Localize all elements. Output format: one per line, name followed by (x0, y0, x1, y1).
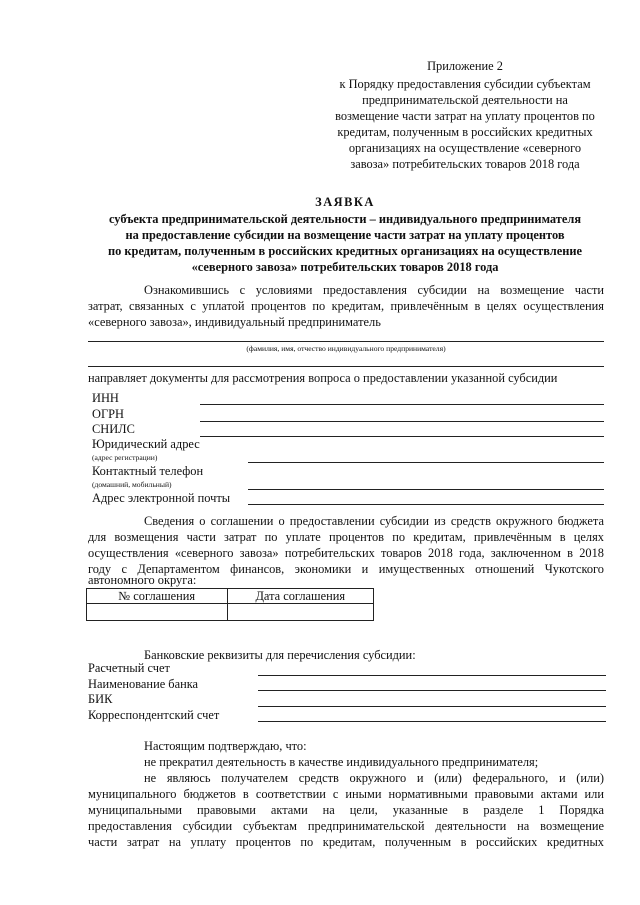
agreement-date-cell[interactable] (227, 604, 373, 621)
agreement-table (86, 588, 374, 621)
agreement-line-3: осуществления «северного завоза» потребительских товаров 2018 года, заключенном в 2018 (88, 546, 604, 560)
ogrn-field[interactable] (200, 421, 604, 422)
phone-hint: (домашний, мобильный) (92, 480, 172, 489)
bank-name-field[interactable] (258, 690, 606, 691)
annex-line-2: к Порядку предоставления субсидии субъектам (339, 77, 591, 91)
col-agreement-number: № соглашения (87, 589, 228, 604)
annex-line-5: кредитам, полученным в российских кредитных (337, 125, 593, 139)
separator-line (88, 366, 604, 367)
applicant-name-line[interactable] (88, 341, 604, 342)
agreement-table-header (87, 589, 374, 604)
confirm-item-2-line-1: не являюсь получателем средств окружного и (или) федерального, и (или) (144, 771, 604, 785)
ogrn-label: ОГРН (92, 407, 124, 421)
document-title: ЗАЯВКА (315, 195, 375, 209)
legal-address-field[interactable] (248, 462, 604, 463)
bank-name-label: Наименование банка (88, 677, 199, 691)
agreement-table-row (87, 604, 374, 621)
confirm-item-2-line-2: муниципального бюджетов в соответствии с иными нормативными правовыми актами или (88, 787, 604, 801)
agreement-line-1: Сведения о соглашении о предоставлении субсидии из средств окружного бюджета (144, 514, 604, 528)
corr-account-field[interactable] (258, 721, 606, 722)
inn-label: ИНН (92, 391, 119, 405)
inn-field[interactable] (200, 404, 604, 405)
agreement-line-5: автономного округа: (88, 573, 197, 587)
annex-line-1: Приложение 2 (427, 59, 503, 73)
agreement-line-2: для возмещения части затрат по уплате процентов по кредитам, привлечённым в целях (88, 530, 604, 544)
col-agreement-date: Дата соглашения (227, 589, 373, 604)
confirm-item-1: не прекратил деятельность в качестве индивидуального предпринимателя; (144, 755, 539, 769)
agreement-number-cell[interactable] (87, 604, 228, 621)
annex-line-6: организациях на осуществление «северного (348, 141, 582, 155)
annex-line-7: завоза» потребительских товаров 2018 года (350, 157, 580, 171)
intro-line-2: затрат, связанных с уплатой процентов по кредитам, привлечённым в целях осуществления (88, 299, 604, 313)
bik-field[interactable] (258, 706, 606, 707)
snils-field[interactable] (200, 436, 604, 437)
document-subtitle-line-3: по кредитам, полученным в российских кредитных организациях на осуществление (107, 244, 582, 258)
email-field[interactable] (248, 504, 604, 505)
account-label: Расчетный счет (88, 661, 170, 675)
document-subtitle-line-2: на предоставление субсидии на возмещение части затрат на уплату процентов (125, 228, 565, 242)
legal-address-label: Юридический адрес (92, 437, 200, 451)
annex-line-4: возмещение части затрат на уплату процентов по (335, 109, 595, 123)
email-label: Адрес электронной почты (92, 491, 231, 505)
agreement-line-4: году с Департаментом финансов, экономики и имущественных отношений Чукотского (88, 562, 604, 576)
bik-label: БИК (88, 692, 113, 706)
confirm-item-2-line-5: части затрат на уплату процентов по кредитам, полученным в российских кредитных (88, 835, 604, 849)
phone-field[interactable] (248, 489, 604, 490)
document-subtitle-line-1: субъекта предпринимательской деятельности – индивидуального предпринимателя (108, 212, 582, 226)
account-field[interactable] (258, 675, 606, 676)
sends-documents-text: направляет документы для рассмотрения вопроса о предоставлении указанной субсидии (88, 371, 558, 385)
bank-heading: Банковские реквизиты для перечисления субсидии: (144, 648, 416, 662)
legal-address-hint: (адрес регистрации) (92, 453, 158, 462)
intro-line-1: Ознакомившись с условиями предоставления субсидии на возмещение части (144, 283, 604, 297)
annex-line-3: предпринимательской деятельности на (362, 93, 568, 107)
confirm-item-2-line-3: муниципальными правовыми актами на цели, указанные в разделе 1 Порядка (88, 803, 604, 817)
phone-label: Контактный телефон (92, 464, 204, 478)
intro-line-3: «северного завоза», индивидуальный предприниматель (88, 315, 381, 329)
snils-label: СНИЛС (92, 422, 135, 436)
applicant-name-hint: (фамилия, имя, отчество индивидуального предпринимателя) (246, 344, 446, 353)
document-subtitle-line-4: «северного завоза» потребительских товаров 2018 года (191, 260, 499, 274)
confirm-item-2-line-4: предоставления субсидии субъектам предпринимательской деятельности на возмещение (88, 819, 604, 833)
confirm-heading: Настоящим подтверждаю, что: (144, 739, 307, 753)
corr-account-label: Корреспондентский счет (88, 708, 220, 722)
